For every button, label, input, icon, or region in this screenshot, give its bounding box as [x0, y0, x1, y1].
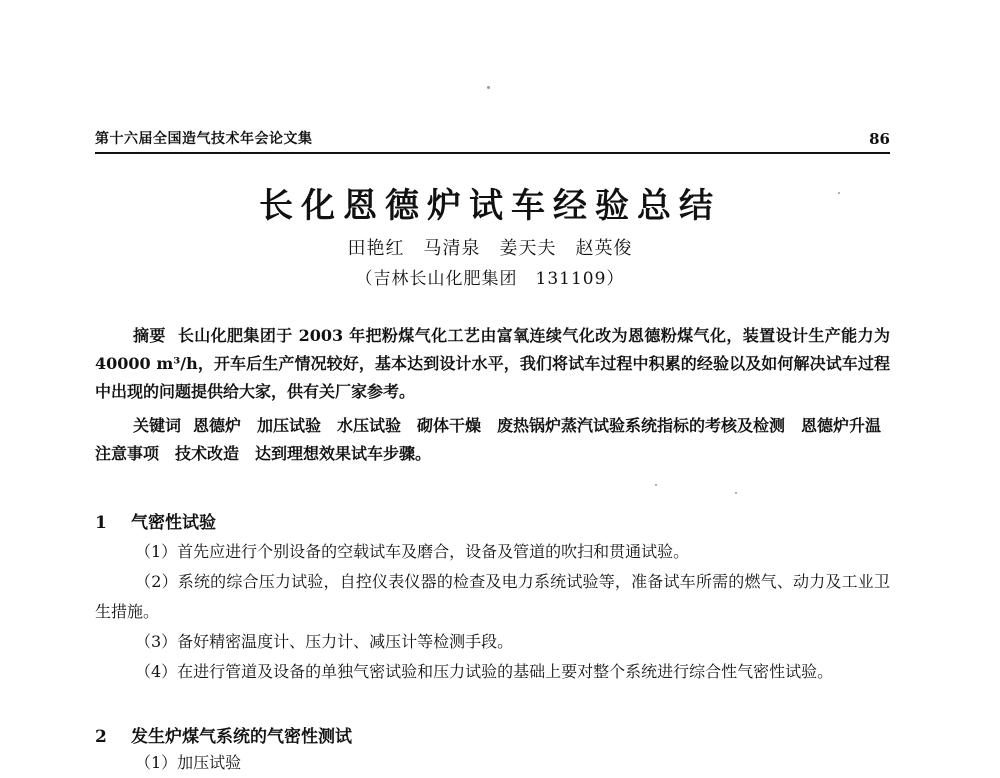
affiliation: （吉林长山化肥集团 131109） — [355, 269, 625, 289]
section-title: 发生炉煤气系统的气密性测试 — [131, 727, 352, 747]
list-item: （1）首先应进行个别设备的空载试车及磨合，设备及管道的吹扫和贯通试验。 — [135, 542, 690, 561]
paper-title: 长化恩德炉试车经验总结 — [259, 186, 721, 226]
list-item: （3）备好精密温度计、压力计、减压计等检测手段。 — [135, 632, 514, 651]
section-title: 气密性试验 — [131, 513, 216, 533]
keywords — [95, 412, 890, 468]
list-item: （2）系统的综合压力试验，自控仪表仪器的检查及电力系统试验等，准备试车所需的燃气、动力及工业卫生措施。 — [95, 572, 890, 621]
section-number: 2 — [95, 727, 107, 747]
section-heading — [95, 508, 216, 533]
list-item: （1）加压试验 — [135, 753, 242, 772]
proceedings-series-title: 第十六届全国造气技术年会论文集 — [95, 131, 313, 147]
running-header — [95, 128, 890, 154]
abstract-text: 长山化肥集团于 2003 年把粉煤气化工艺由富氧连续气化改为恩德粉煤气化，装置设计生产能力为 40000 m³/h，开车后生产情况较好，基本达到设计水平，我们将试车过程中积累的经验以及如何解决试车过程中出现的问题提供给大家，供有关厂家参考。 — [95, 326, 890, 401]
keywords-label: 关键词 — [133, 416, 182, 435]
list-item: （4）在进行管道及设备的单独气密试验和压力试验的基础上要对整个系统进行综合性气密性试验。 — [135, 662, 834, 681]
abstract-label: 摘要 — [133, 326, 166, 345]
page-number: 86 — [869, 130, 890, 148]
scan-speck — [838, 192, 840, 194]
author-list: 田艳红 马清泉 姜天夫 赵英俊 — [347, 238, 633, 259]
scan-speck — [655, 484, 657, 486]
abstract — [95, 322, 890, 406]
section-number: 1 — [95, 513, 107, 533]
scan-speck — [487, 86, 490, 89]
keywords-text: 恩德炉 加压试验 水压试验 砌体干燥 废热锅炉蒸汽试验系统指标的考核及检测 恩德炉升温注意事项 技术改造 达到理想效果试车步骤。 — [95, 416, 882, 463]
scan-speck — [735, 492, 737, 494]
section-heading — [95, 722, 352, 747]
